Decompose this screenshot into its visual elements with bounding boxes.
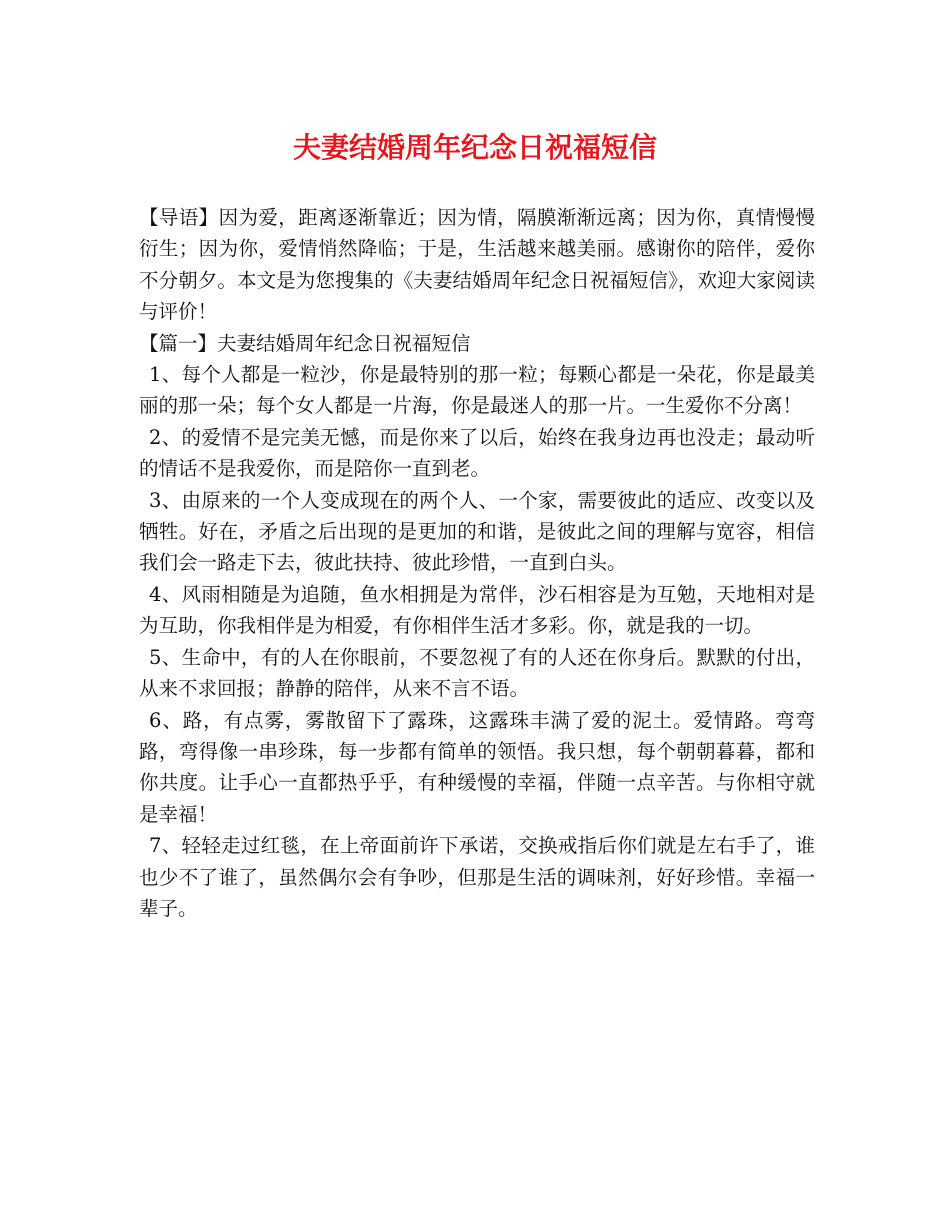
document-body	[139, 202, 815, 924]
list-item: 4、风雨相随是为追随，鱼水相拥是为常伴，沙石相容是为互勉，天地相对是为互助，你我相伴是为相爱，有你相伴生活才多彩。你，就是我的一切。	[139, 582, 815, 638]
intro-paragraph: 【导语】因为爱，距离逐渐靠近；因为情，隔膜渐渐远离；因为你，真情慢慢衍生；因为你，爱情悄然降临；于是，生活越来越美丽。感谢你的陪伴，爱你不分朝夕。本文是为您搜集的《夫妻结婚周年纪念日祝福短信》，欢迎大家阅读与评价！	[139, 206, 815, 324]
list-item: 2、的爱情不是完美无憾，而是你来了以后，始终在我身边再也没走；最动听的情话不是我爱你，而是陪你一直到老。	[139, 425, 815, 481]
section-heading: 【篇一】夫妻结婚周年纪念日祝福短信	[139, 331, 471, 355]
list-item: 3、由原来的一个人变成现在的两个人、一个家，需要彼此的适应、改变以及牺牲。好在，矛盾之后出现的是更加的和谐，是彼此之间的理解与宽容，相信我们会一路走下去，彼此扶持、彼此珍惜，一直到白头。	[139, 488, 815, 575]
document-title: 夫妻结婚周年纪念日祝福短信	[292, 131, 657, 164]
list-item: 7、轻轻走过红毯，在上帝面前许下承诺，交换戒指后你们就是左右手了，谁也少不了谁了，虽然偶尔会有争吵，但那是生活的调味剂，好好珍惜。幸福一辈子。	[139, 834, 815, 920]
list-item: 6、路，有点雾，雾散留下了露珠，这露珠丰满了爱的泥土。爱情路。弯弯路，弯得像一串珍珠，每一步都有简单的领悟。我只想，每个朝朝暮暮，都和你共度。让手心一直都热乎乎，有种缓慢的幸福，伴随一点辛苦。与你相守就是幸福！	[139, 708, 815, 826]
list-item: 1、每个人都是一粒沙，你是最特别的那一粒；每颗心都是一朵花，你是最美丽的那一朵；每个女人都是一片海，你是最迷人的那一片。一生爱你不分离！	[139, 363, 815, 418]
list-item: 5、生命中，有的人在你眼前，不要忽视了有的人还在你身后。默默的付出，从来不求回报；静静的陪伴，从来不言不语。	[139, 645, 815, 701]
